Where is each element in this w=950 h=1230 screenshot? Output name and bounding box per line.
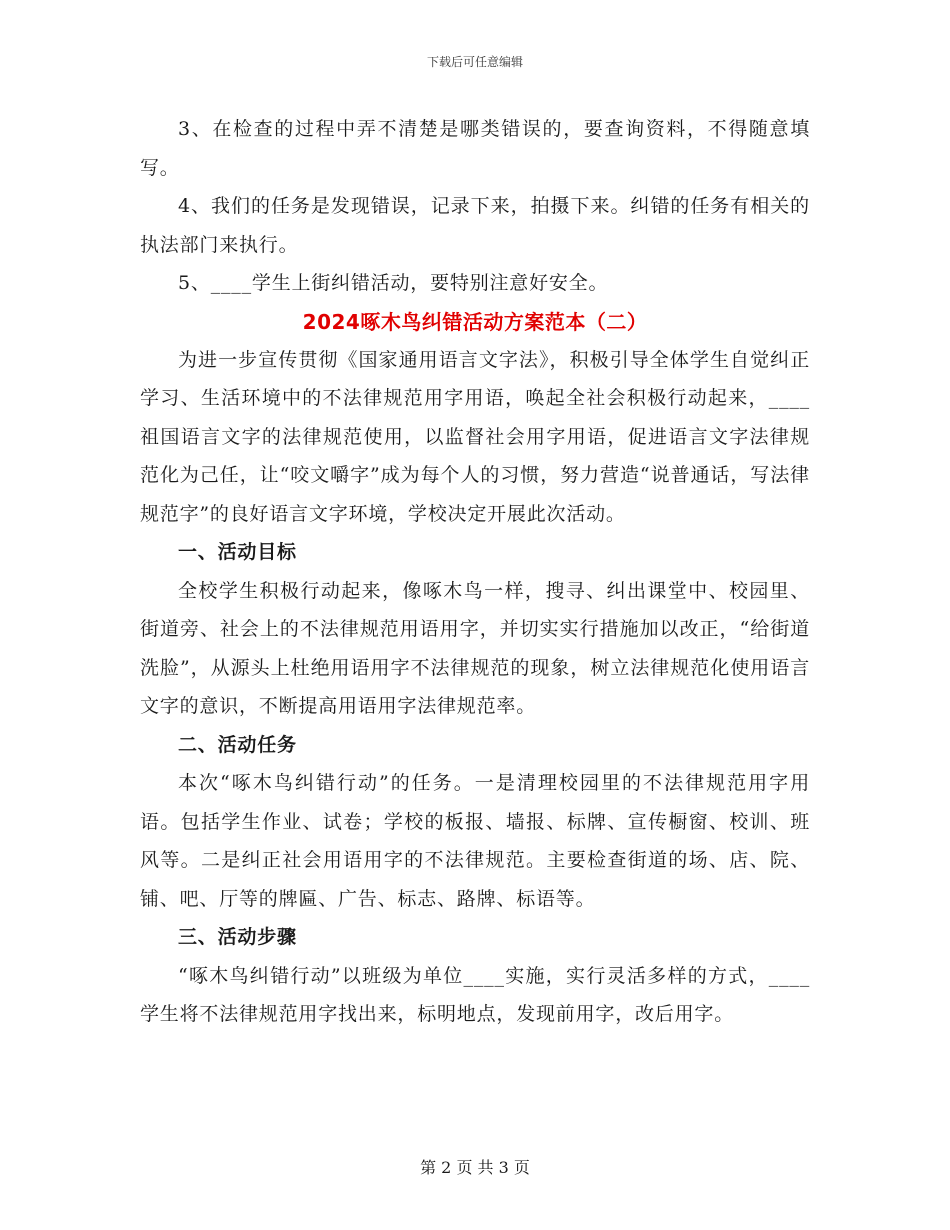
section-heading-steps: 三、活动步骤 bbox=[178, 926, 297, 948]
list-item-5: 5、____学生上街纠错活动，要特别注意好安全。 bbox=[178, 272, 609, 294]
section-heading-goals: 一、活动目标 bbox=[178, 541, 297, 563]
section-body-steps: “啄木鸟纠错行动”以班级为单位____实施，实行灵活多样的方式，____学生将不法律规范用字找出来，标明地点，发现前用字，改后用字。 bbox=[140, 964, 810, 1025]
section-body-goals: 全校学生积极行动起来，像啄木鸟一样，搜寻、纠出课堂中、校园里、街道旁、社会上的不法律规范用语用字，并切实实行措施加以改正，“给街道洗脸”，从源头上杜绝用语用字不法律规范的现象，树立法律规范化使用语言文字的意识，不断提高用语用字法律规范率。 bbox=[140, 579, 810, 717]
page-header: 下载后可任意编辑 bbox=[426, 55, 523, 69]
document-body bbox=[140, 110, 810, 1034]
intro-paragraph: 为进一步宣传贯彻《国家通用语言文字法》，积极引导全体学生自觉纠正学习、生活环境中的不法律规范用字用语，唤起全社会积极行动起来，____祖国语言文字的法律规范使用，以监督社会用字用语，促进语言文字法律规范化为己任，让“咬文嚼字”成为每个人的习惯，努力营造“说普通话，写法律规范字”的良好语言文字环境，学校决定开展此次活动。 bbox=[140, 348, 810, 525]
list-item-4: 4、我们的任务是发现错误，记录下来，拍摄下来。纠错的任务有相关的执法部门来执行。 bbox=[140, 195, 810, 256]
page-number: 第 2 页 共 3 页 bbox=[420, 1158, 530, 1177]
section-heading-tasks: 二、活动任务 bbox=[178, 733, 297, 756]
document-title: 2024啄木鸟纠错活动方案范本（二） bbox=[302, 309, 648, 334]
section-body-tasks: 本次“啄木鸟纠错行动”的任务。一是清理校园里的不法律规范用字用语。包括学生作业、试卷；学校的板报、墙报、标牌、宣传橱窗、校训、班风等。二是纠正社会用语用字的不法律规范。主要检查街道的场、店、院、铺、吧、厅等的牌匾、广告、标志、路牌、标语等。 bbox=[140, 772, 810, 910]
list-item-3: 3、在检查的过程中弄不清楚是哪类错误的，要查询资料，不得随意填写。 bbox=[140, 118, 810, 179]
